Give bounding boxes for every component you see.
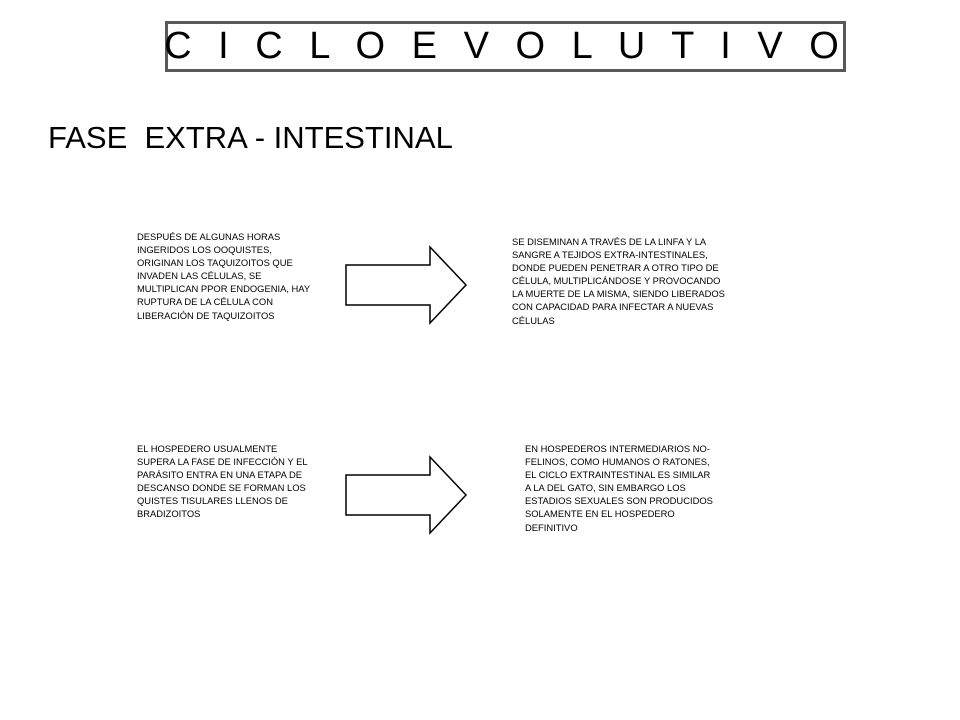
note-top-right: SE DISEMINAN A TRAVÉS DE LA LINFA Y LA SANGRE A TEJIDOS EXTRA-INTESTINALES, DONDE PUEDEN PENETRAR A OTRO TIPO DE CÉLULA, MULTIPLICÁNDOSE Y PROVOCANDO LA MUERTE DE LA MISMA, SIENDO LIBERADOS CON CAPACIDAD PARA INFECTAR A NUEVAS CÉLULAS [512,236,725,326]
arrow-shape-top [346,247,466,323]
title-box [165,21,846,72]
page-title: C I C L O E V O L U T I V O [164,25,847,67]
section-subtitle: FASE EXTRA - INTESTINAL [48,120,453,155]
right-arrow-icon [344,455,468,535]
note-bottom-right: EN HOSPEDEROS INTERMEDIARIOS NO-FELINOS, COMO HUMANOS O RATONES, EL CICLO EXTRAINTESTINAL ES SIMILAR A LA DEL GATO, SIN EMBARGO LOS ESTADIOS SEXUALES SON PRODUCIDOS SOLAMENTE EN EL HOSPEDERO DEFINITIVO [525,443,713,533]
arrow-shape-bottom [346,457,466,533]
note-top-left: DESPUÉS DE ALGUNAS HORAS INGERIDOS LOS OOQUISTES, ORIGINAN LOS TAQUIZOITOS QUE INVADEN LAS CÉLULAS, SE MULTIPLICAN PPOR ENDOGENIA, HAY RUPTURA DE LA CÉLULA CON LIBERACIÓN DE TAQUIZOITOS [137,231,310,321]
right-arrow-icon [344,245,468,325]
note-bottom-left: EL HOSPEDERO USUALMENTE SUPERA LA FASE DE INFECCIÓN Y EL PARÁSITO ENTRA EN UNA ETAPA DE DESCANSO DONDE SE FORMAN LOS QUISTES TISULARES LLENOS DE BRADIZOITOS [137,443,308,520]
